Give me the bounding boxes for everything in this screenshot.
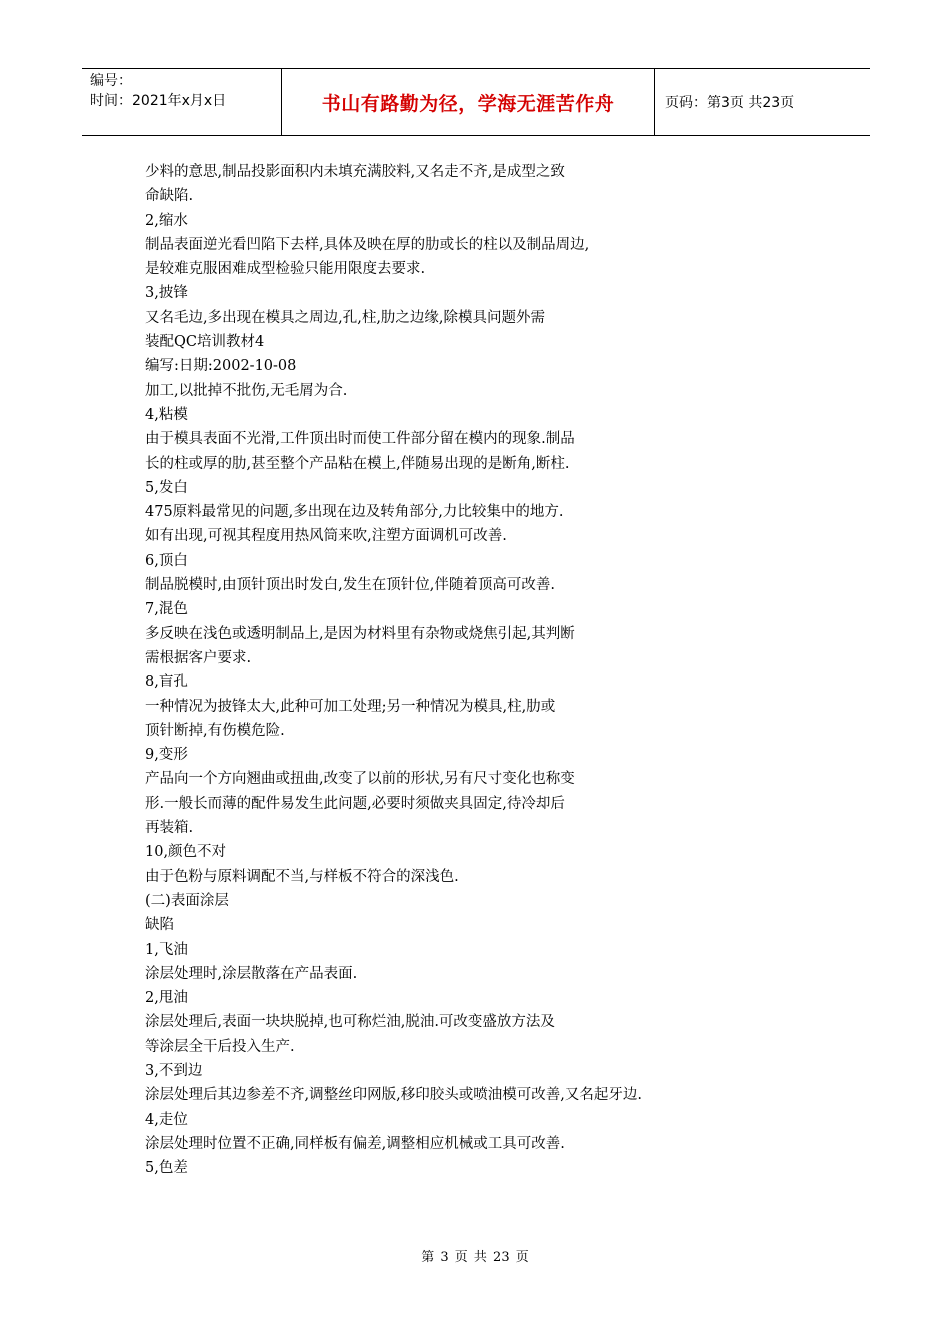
body-text-line: 一种情况为披锋太大,此种可加工处理;另一种情况为模具,柱,肋或: [145, 698, 556, 715]
body-text-line: 缺陷: [145, 917, 174, 934]
body-text-line: 9,变形: [145, 747, 188, 764]
body-text-line: 形.一般长而薄的配件易发生此问题,必要时须做夹具固定,待冷却后: [145, 795, 565, 812]
page-footer: 第 3 页 共 23 页: [421, 1250, 529, 1265]
document-body: [145, 160, 865, 1180]
body-text-line: 5,色差: [145, 1160, 188, 1177]
body-text-line: 是较难克服困难成型检验只能用限度去要求.: [145, 261, 426, 278]
body-text-line: 3,披锋: [145, 285, 188, 302]
body-text-line: 制品脱模时,由顶针顶出时发白,发生在顶针位,伴随着顶高可改善.: [145, 577, 555, 594]
body-text-line: 加工,以批掉不批伤,无毛屑为合.: [145, 382, 348, 399]
page-header: [82, 68, 870, 136]
body-text-line: 需根据客户要求.: [145, 649, 252, 666]
body-text-line: 制品表面逆光看凹陷下去样,具体及映在厚的肋或长的柱以及制品周边,: [145, 236, 590, 253]
body-text-line: 如有出现,可视其程度用热风筒来吹,注塑方面调机可改善.: [145, 528, 507, 545]
body-text-line: 4,走位: [145, 1111, 188, 1128]
body-text-line: 等涂层全干后投入生产.: [145, 1038, 295, 1055]
body-text-line: 由于模具表面不光滑,工件顶出时而使工件部分留在模内的现象.制品: [145, 431, 575, 448]
body-text-line: 命缺陷.: [145, 188, 194, 205]
body-text-line: 涂层处理后其边参差不齐,调整丝印网版,移印胶头或喷油模可改善,又名起牙边.: [145, 1087, 642, 1104]
body-text-line: 6,顶白: [145, 552, 188, 569]
body-text-line: 装配QC培训教材4: [145, 334, 265, 351]
body-text-line: 少料的意思,制品投影面积内未填充满胶料,又名走不齐,是成型之致: [145, 164, 565, 180]
body-text-line: 产品向一个方向翘曲或扭曲,改变了以前的形状,另有尺寸变化也称变: [145, 771, 575, 788]
body-text-line: 多反映在浅色或透明制品上,是因为材料里有杂物或烧焦引起,其判断: [145, 625, 575, 642]
body-text-line: 再装箱.: [145, 820, 194, 837]
body-text-line: 编写:日期:2002-10-08: [145, 358, 297, 375]
body-text-line: 1,飞油: [145, 941, 188, 958]
body-text-line: 涂层处理时,涂层散落在产品表面.: [145, 965, 358, 982]
body-text-line: 2,缩水: [145, 212, 188, 229]
body-text-line: 长的柱或厚的肋,甚至整个产品粘在模上,伴随易出现的是断角,断柱.: [145, 455, 570, 472]
body-text-line: 2,甩油: [145, 990, 188, 1007]
header-meta: [82, 69, 282, 135]
body-text-line: 10,颜色不对: [145, 844, 227, 861]
body-text-line: 5,发白: [145, 479, 188, 496]
body-text-line: 475原料最常见的问题,多出现在边及转角部分,力比较集中的地方.: [145, 504, 564, 521]
body-text-line: 8,盲孔: [145, 674, 188, 691]
body-text-line: (二)表面涂层: [145, 892, 229, 909]
body-text-line: 3,不到边: [145, 1062, 203, 1079]
body-text-line: 4,粘模: [145, 406, 188, 423]
body-text-line: 又名毛边,多出现在模具之周边,孔,柱,肋之边缘,除模具问题外需: [145, 309, 546, 326]
body-text-line: 涂层处理后,表面一块块脱掉,也可称烂油,脱油.可改变盛放方法及: [145, 1014, 555, 1031]
body-text-line: 涂层处理时位置不正确,同样板有偏差,调整相应机械或工具可改善.: [145, 1135, 565, 1152]
body-text-line: 由于色粉与原料调配不当,与样板不符合的深浅色.: [145, 868, 459, 885]
body-text-line: 7,混色: [145, 601, 188, 618]
document-date: 时间：2021年x月x日: [90, 93, 227, 109]
body-text-line: 顶针断掉,有伤模危险.: [145, 722, 285, 739]
document-number-label: 编号：: [90, 73, 132, 89]
header-motto: 书山有路勤为径，学海无涯苦作舟: [282, 69, 655, 135]
header-page-info: 页码：第3页 共23页: [665, 95, 795, 111]
